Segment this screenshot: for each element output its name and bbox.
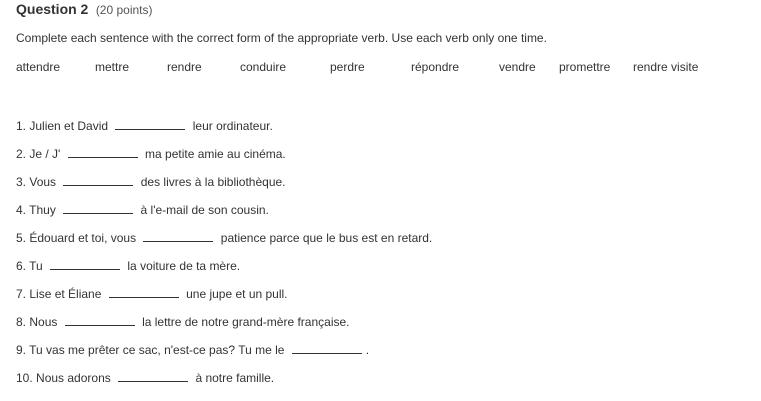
- sentence-before-text: Vous: [29, 175, 57, 189]
- sentence-number: 6.: [16, 259, 27, 273]
- answer-blank[interactable]: [292, 340, 362, 354]
- sentence-item: [16, 368, 432, 396]
- sentence-after-text: à l'e-mail de son cousin.: [140, 203, 269, 217]
- sentence-number: 9.: [16, 343, 27, 357]
- sentence-before-text: Lise et Éliane: [29, 287, 102, 301]
- sentence-item: [16, 200, 432, 228]
- sentence-before-text: Tu vas me prêter ce sac, n'est-ce pas? Tu me le: [29, 343, 285, 357]
- sentence-after-text: ma petite amie au cinéma.: [145, 147, 286, 161]
- sentence-item: [16, 228, 432, 256]
- sentence-item: [16, 144, 432, 172]
- question-title: Question 2: [16, 1, 89, 17]
- sentence-before-text: Nous: [29, 315, 58, 329]
- sentence-number: 4.: [16, 203, 27, 217]
- sentence-after-text: la lettre de notre grand-mère française.: [142, 315, 350, 329]
- answer-blank[interactable]: [63, 200, 133, 214]
- sentence-item: [16, 172, 432, 200]
- sentence-number: 3.: [16, 175, 27, 189]
- answer-blank[interactable]: [65, 312, 135, 326]
- sentence-number: 8.: [16, 315, 27, 329]
- answer-blank[interactable]: [68, 144, 138, 158]
- sentence-before-text: Julien et David: [29, 119, 109, 133]
- question-header: [16, 1, 153, 19]
- sentence-after-text: une jupe et un pull.: [186, 287, 288, 301]
- sentence-after-text: la voiture de ta mère.: [127, 259, 241, 273]
- question-points: (20 points): [95, 3, 153, 17]
- sentence-after-text: à notre famille.: [195, 371, 275, 385]
- answer-blank[interactable]: [143, 228, 213, 242]
- answer-blank[interactable]: [115, 116, 185, 130]
- sentence-item: [16, 284, 432, 312]
- sentence-number: 2.: [16, 147, 27, 161]
- word-bank-item: promettre: [559, 60, 611, 74]
- sentence-list: [16, 116, 432, 396]
- sentence-after-text: .: [365, 343, 370, 357]
- answer-blank[interactable]: [63, 172, 133, 186]
- word-bank: [0, 60, 761, 76]
- sentence-before-text: Nous adorons: [36, 371, 111, 385]
- sentence-after-text: leur ordinateur.: [192, 119, 273, 133]
- word-bank-item: vendre: [499, 60, 536, 74]
- word-bank-item: répondre: [411, 60, 460, 74]
- sentence-item: [16, 312, 432, 340]
- sentence-item: [16, 116, 432, 144]
- sentence-number: 7.: [16, 287, 27, 301]
- sentence-number: 10.: [16, 371, 33, 385]
- sentence-before-text: Thuy: [29, 203, 56, 217]
- question-instructions: Complete each sentence with the correct form of the appropriate verb. Use each verb only one time.: [16, 31, 547, 45]
- answer-blank[interactable]: [109, 284, 179, 298]
- sentence-after-text: patience parce que le bus est en retard.: [220, 231, 433, 245]
- answer-blank[interactable]: [50, 256, 120, 270]
- word-bank-item: perdre: [330, 60, 365, 74]
- sentence-item: [16, 256, 432, 284]
- sentence-before-text: Tu: [29, 259, 43, 273]
- word-bank-item: mettre: [95, 60, 130, 74]
- sentence-before-text: Édouard et toi, vous: [29, 231, 137, 245]
- word-bank-item: attendre: [16, 60, 61, 74]
- word-bank-item: conduire: [240, 60, 287, 74]
- word-bank-item: rendre visite: [633, 60, 699, 74]
- sentence-after-text: des livres à la bibliothèque.: [140, 175, 286, 189]
- sentence-number: 5.: [16, 231, 27, 245]
- answer-blank[interactable]: [118, 368, 188, 382]
- sentence-item: [16, 340, 432, 368]
- sentence-number: 1.: [16, 119, 27, 133]
- word-bank-item: rendre: [167, 60, 202, 74]
- sentence-before-text: Je / J': [29, 147, 61, 161]
